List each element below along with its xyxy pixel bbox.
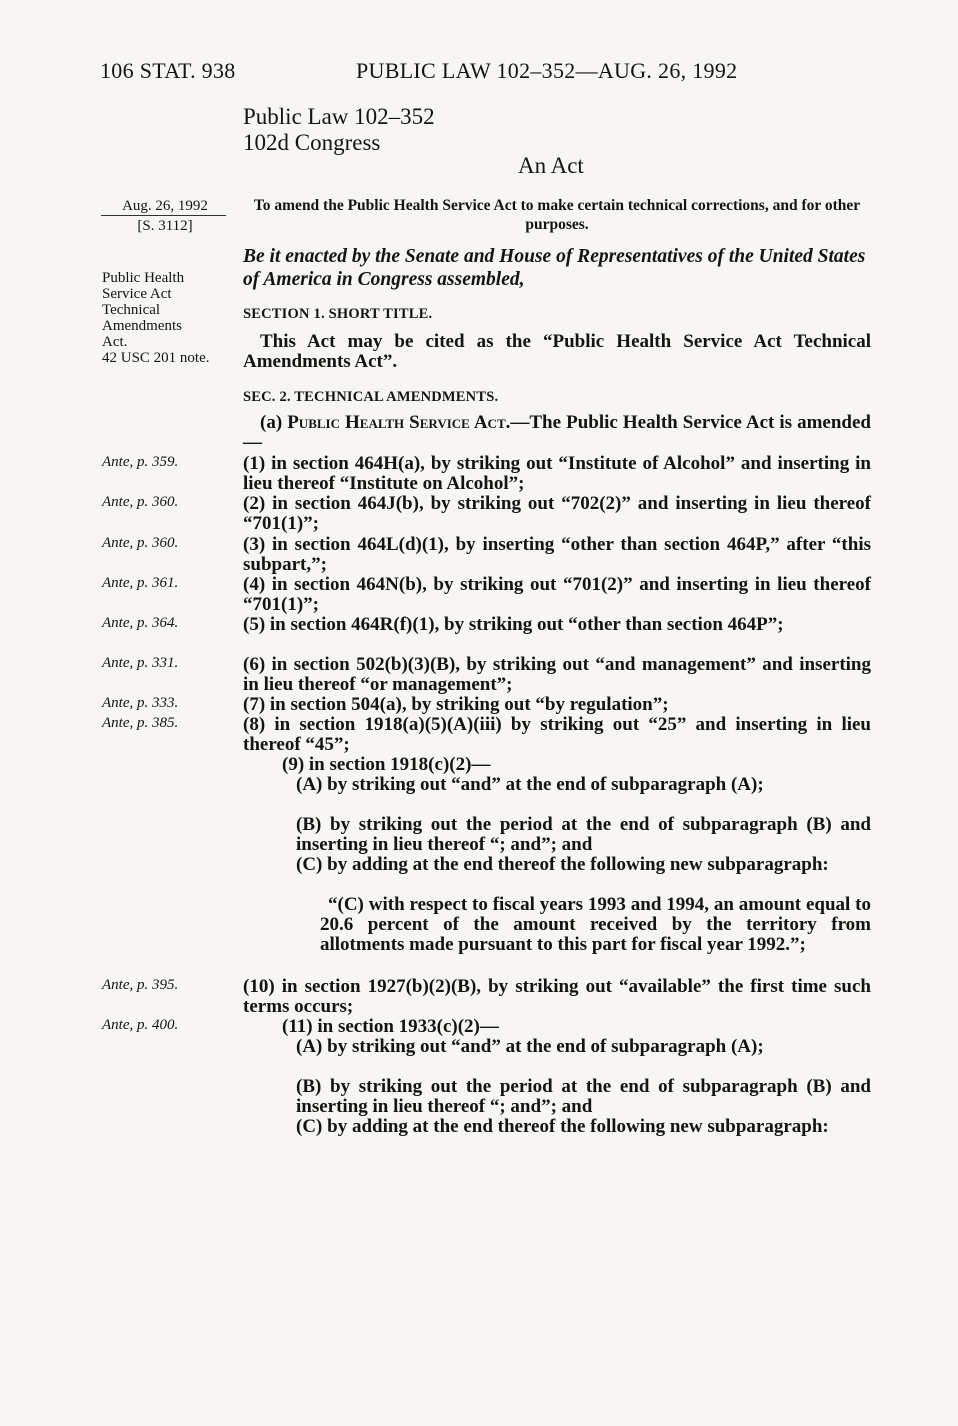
- amendment-subitem: (A) by striking out “and” at the end of subparagraph (A);: [296, 774, 764, 795]
- page-stat-citation: 106 STAT. 938: [100, 58, 236, 83]
- amendment-item: (7) in section 504(a), by striking out “by regulation”;: [243, 694, 669, 715]
- amendment-item: (4) in section 464N(b), by striking out “701(2)” and inserting in lieu thereof “701(1)”;: [243, 574, 871, 615]
- margin-ante-note: Ante, p. 360.: [102, 535, 179, 551]
- margin-ante-note: Ante, p. 361.: [102, 575, 179, 591]
- margin-ante-note: Ante, p. 364.: [102, 615, 179, 631]
- amendment-item: (8) in section 1918(a)(5)(A)(iii) by striking out “25” and inserting in lieu thereof “45”;: [243, 714, 871, 755]
- margin-note-line: Service Act: [102, 286, 172, 302]
- subsection-a-title: Public Health Service Act: [287, 412, 506, 433]
- public-law-title: [243, 104, 435, 156]
- margin-note-line: Amendments: [102, 318, 182, 334]
- margin-short-title-note: [102, 270, 210, 366]
- subsection-a-label: (a): [260, 412, 288, 433]
- margin-ante-note: Ante, p. 331.: [102, 655, 179, 671]
- inserted-subparagraph: “(C) with respect to fiscal years 1993 and 1994, an amount equal to 20.6 percent of the amount received by the territory from allotments made pursuant to this part for fiscal year 1992.”;: [320, 894, 871, 955]
- section-1-heading: SECTION 1. SHORT TITLE.: [243, 306, 433, 322]
- running-header: PUBLIC LAW 102–352—AUG. 26, 1992: [356, 58, 738, 83]
- amendment-item: (2) in section 464J(b), by striking out “702(2)” and inserting in lieu thereof “701(1)”;: [243, 493, 871, 534]
- amendment-item: (1) in section 464H(a), by striking out “Institute of Alcohol” and inserting in lieu thereof “Institute on Alcohol”;: [243, 453, 871, 494]
- section-1-text: This Act may be cited as the “Public Health Service Act Technical Amendments Act”.: [243, 331, 871, 372]
- margin-ante-note: Ante, p. 395.: [102, 977, 179, 993]
- amendment-item: (6) in section 502(b)(3)(B), by striking out “and management” and inserting in lieu thereof “or management”;: [243, 654, 871, 695]
- margin-date-block: [110, 196, 220, 236]
- amendment-item: (11) in section 1933(c)(2)—: [282, 1016, 499, 1037]
- amendment-item: (3) in section 464L(d)(1), by inserting “other than section 464P,” after “this subpart,”;: [243, 534, 871, 575]
- margin-note-line: Public Health: [102, 270, 185, 286]
- act-heading: An Act: [518, 153, 584, 178]
- enactment-date: Aug. 26, 1992: [122, 198, 208, 214]
- public-law-number: Public Law 102–352: [243, 104, 435, 129]
- enacting-clause: Be it enacted by the Senate and House of Representatives of the United States of America in Congress assembled,: [243, 246, 866, 290]
- margin-ante-note: Ante, p. 400.: [102, 1017, 179, 1033]
- amendment-subitem: (C) by adding at the end thereof the following new subparagraph:: [296, 1116, 829, 1137]
- margin-ante-note: Ante, p. 385.: [102, 715, 179, 731]
- amendment-item: (10) in section 1927(b)(2)(B), by striking out “available” the first time such terms occurs;: [243, 976, 871, 1017]
- usc-citation: 42 USC 201 note.: [102, 350, 210, 366]
- amendment-subitem: (B) by striking out the period at the end of subparagraph (B) and inserting in lieu thereof “; and”; and: [296, 814, 871, 855]
- amendment-item: (9) in section 1918(c)(2)—: [282, 754, 491, 775]
- margin-note-line: Act.: [102, 334, 128, 350]
- amendment-item: (5) in section 464R(f)(1), by striking out “other than section 464P”;: [243, 614, 784, 635]
- amendment-subitem: (A) by striking out “and” at the end of subparagraph (A);: [296, 1036, 764, 1057]
- margin-ante-note: Ante, p. 359.: [102, 454, 179, 470]
- subsection-a-intro: .—The Public Health Service Act is amended—: [243, 412, 871, 453]
- purpose-clause: To amend the Public Health Service Act to make certain technical corrections, and for other purposes.: [253, 197, 861, 233]
- subsection-a-text: [243, 413, 871, 453]
- margin-note-line: Technical: [102, 302, 161, 318]
- amendment-subitem: (C) by adding at the end thereof the following new subparagraph:: [296, 854, 829, 875]
- margin-ante-note: Ante, p. 333.: [102, 695, 179, 711]
- bill-number: [S. 3112]: [137, 218, 193, 234]
- congress-number: 102d Congress: [243, 130, 381, 155]
- section-2-heading: SEC. 2. TECHNICAL AMENDMENTS.: [243, 389, 499, 405]
- margin-ante-note: Ante, p. 360.: [102, 494, 179, 510]
- date-divider: [101, 215, 226, 216]
- amendment-subitem: (B) by striking out the period at the end of subparagraph (B) and inserting in lieu thereof “; and”; and: [296, 1076, 871, 1117]
